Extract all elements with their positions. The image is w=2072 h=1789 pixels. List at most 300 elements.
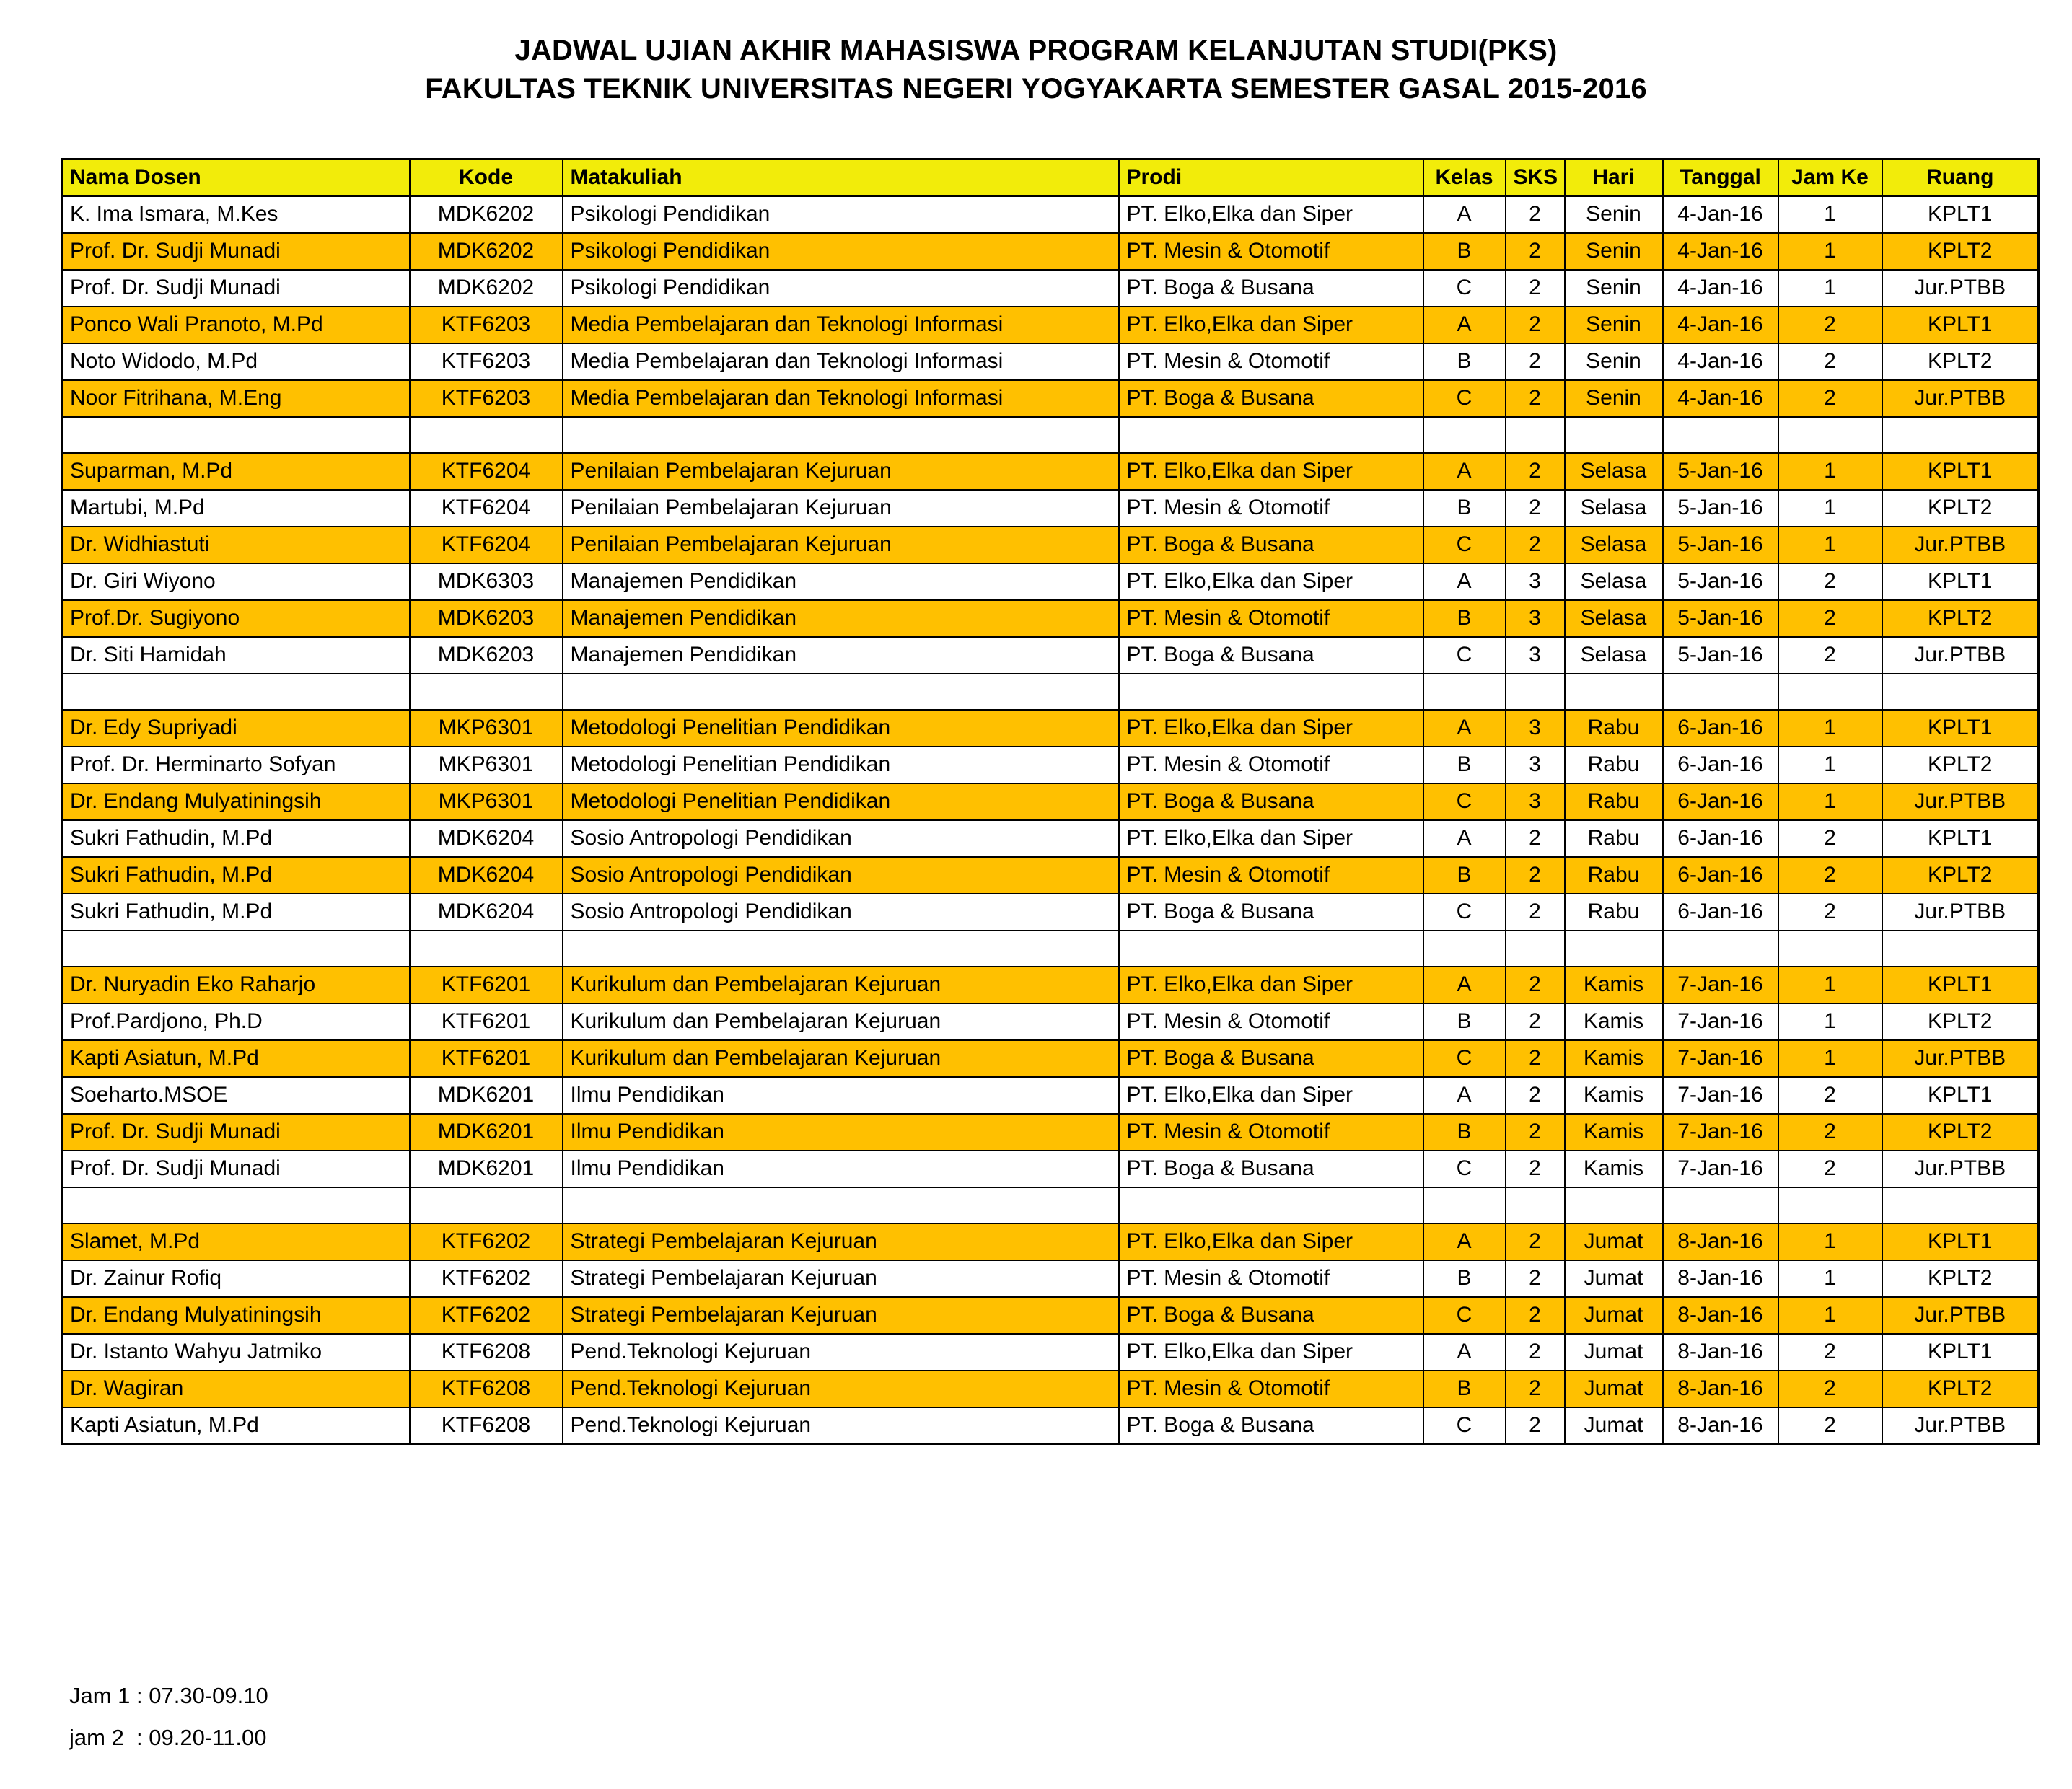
table-row bbox=[62, 307, 2039, 343]
cell-ruang: Jur.PTBB bbox=[1882, 783, 2039, 820]
cell-prodi bbox=[1119, 1187, 1423, 1223]
cell-sks: 2 bbox=[1506, 1371, 1565, 1407]
cell-prodi: PT. Mesin & Otomotif bbox=[1119, 600, 1423, 637]
cell-jam-ke bbox=[1778, 417, 1882, 453]
cell-matakuliah bbox=[563, 674, 1119, 710]
cell-matakuliah: Pend.Teknologi Kejuruan bbox=[563, 1407, 1119, 1444]
document-title-line-2: FAKULTAS TEKNIK UNIVERSITAS NEGERI YOGYAKARTA SEMESTER GASAL 2015-2016 bbox=[425, 73, 1647, 105]
table-row bbox=[62, 1334, 2039, 1371]
cell-tanggal: 6-Jan-16 bbox=[1663, 857, 1778, 894]
cell-sks: 2 bbox=[1506, 1260, 1565, 1297]
cell-ruang: KPLT2 bbox=[1882, 233, 2039, 270]
cell-tanggal: 4-Jan-16 bbox=[1663, 196, 1778, 233]
cell-jam-ke: 2 bbox=[1778, 1407, 1882, 1444]
document-title-line-1: JADWAL UJIAN AKHIR MAHASISWA PROGRAM KELANJUTAN STUDI(PKS) bbox=[514, 35, 1558, 66]
table-row bbox=[62, 270, 2039, 307]
cell-hari: Senin bbox=[1565, 233, 1663, 270]
cell-kode: KTF6208 bbox=[410, 1371, 563, 1407]
cell-tanggal: 7-Jan-16 bbox=[1663, 1003, 1778, 1040]
column-header-nama-dosen: Nama Dosen bbox=[62, 159, 410, 196]
cell-ruang: Jur.PTBB bbox=[1882, 1407, 2039, 1444]
cell-hari: Senin bbox=[1565, 380, 1663, 417]
cell-hari: Senin bbox=[1565, 307, 1663, 343]
cell-jam-ke bbox=[1778, 1187, 1882, 1223]
cell-ruang: Jur.PTBB bbox=[1882, 380, 2039, 417]
cell-kelas: B bbox=[1423, 1371, 1506, 1407]
cell-kode: KTF6208 bbox=[410, 1334, 563, 1371]
cell-tanggal: 5-Jan-16 bbox=[1663, 600, 1778, 637]
cell-kode: KTF6204 bbox=[410, 527, 563, 563]
cell-kode: MKP6301 bbox=[410, 710, 563, 747]
cell-kelas: B bbox=[1423, 1260, 1506, 1297]
cell-ruang: KPLT1 bbox=[1882, 307, 2039, 343]
cell-matakuliah: Manajemen Pendidikan bbox=[563, 600, 1119, 637]
cell-kelas: B bbox=[1423, 747, 1506, 783]
cell-jam-ke: 1 bbox=[1778, 747, 1882, 783]
cell-sks: 3 bbox=[1506, 710, 1565, 747]
cell-hari: Jumat bbox=[1565, 1371, 1663, 1407]
cell-prodi: PT. Boga & Busana bbox=[1119, 1297, 1423, 1334]
cell-dosen: Dr. Istanto Wahyu Jatmiko bbox=[62, 1334, 410, 1371]
column-header-sks: SKS bbox=[1506, 159, 1565, 196]
cell-sks: 3 bbox=[1506, 637, 1565, 674]
cell-prodi: PT. Mesin & Otomotif bbox=[1119, 747, 1423, 783]
cell-tanggal: 7-Jan-16 bbox=[1663, 967, 1778, 1003]
table-row bbox=[62, 527, 2039, 563]
cell-dosen: Dr. Giri Wiyono bbox=[62, 563, 410, 600]
cell-tanggal: 4-Jan-16 bbox=[1663, 343, 1778, 380]
column-header-jam-ke: Jam Ke bbox=[1778, 159, 1882, 196]
cell-hari: Rabu bbox=[1565, 783, 1663, 820]
cell-hari: Kamis bbox=[1565, 1003, 1663, 1040]
cell-ruang: Jur.PTBB bbox=[1882, 894, 2039, 931]
cell-sks: 2 bbox=[1506, 527, 1565, 563]
cell-ruang: KPLT2 bbox=[1882, 490, 2039, 527]
cell-dosen: Prof.Pardjono, Ph.D bbox=[62, 1003, 410, 1040]
cell-hari bbox=[1565, 1187, 1663, 1223]
cell-tanggal: 4-Jan-16 bbox=[1663, 233, 1778, 270]
cell-tanggal bbox=[1663, 674, 1778, 710]
cell-kelas: A bbox=[1423, 307, 1506, 343]
cell-ruang: KPLT1 bbox=[1882, 1077, 2039, 1114]
cell-matakuliah: Pend.Teknologi Kejuruan bbox=[563, 1334, 1119, 1371]
cell-matakuliah: Penilaian Pembelajaran Kejuruan bbox=[563, 453, 1119, 490]
cell-kelas bbox=[1423, 417, 1506, 453]
cell-dosen: Ponco Wali Pranoto, M.Pd bbox=[62, 307, 410, 343]
cell-hari: Senin bbox=[1565, 196, 1663, 233]
table-row bbox=[62, 783, 2039, 820]
cell-ruang: KPLT2 bbox=[1882, 1003, 2039, 1040]
cell-jam-ke: 1 bbox=[1778, 1297, 1882, 1334]
table-row bbox=[62, 1407, 2039, 1444]
cell-hari: Jumat bbox=[1565, 1260, 1663, 1297]
column-header-matakuliah: Matakuliah bbox=[563, 159, 1119, 196]
cell-matakuliah: Psikologi Pendidikan bbox=[563, 196, 1119, 233]
cell-kode: MDK6202 bbox=[410, 233, 563, 270]
cell-kode: KTF6201 bbox=[410, 1040, 563, 1077]
cell-hari: Selasa bbox=[1565, 527, 1663, 563]
cell-prodi: PT. Elko,Elka dan Siper bbox=[1119, 967, 1423, 1003]
cell-jam-ke: 2 bbox=[1778, 600, 1882, 637]
cell-kelas: C bbox=[1423, 1297, 1506, 1334]
cell-hari: Selasa bbox=[1565, 600, 1663, 637]
cell-hari: Kamis bbox=[1565, 1151, 1663, 1187]
cell-prodi: PT. Mesin & Otomotif bbox=[1119, 233, 1423, 270]
cell-tanggal: 4-Jan-16 bbox=[1663, 270, 1778, 307]
cell-kode: MDK6201 bbox=[410, 1114, 563, 1151]
cell-ruang: KPLT2 bbox=[1882, 600, 2039, 637]
cell-sks: 2 bbox=[1506, 343, 1565, 380]
cell-sks: 2 bbox=[1506, 380, 1565, 417]
cell-kelas: A bbox=[1423, 453, 1506, 490]
table-row bbox=[62, 747, 2039, 783]
exam-schedule-table-wrap bbox=[61, 158, 2037, 1445]
cell-sks bbox=[1506, 674, 1565, 710]
table-header bbox=[62, 159, 2039, 196]
cell-sks: 2 bbox=[1506, 894, 1565, 931]
cell-dosen: Slamet, M.Pd bbox=[62, 1223, 410, 1260]
document-title-block bbox=[0, 0, 2072, 108]
cell-hari: Kamis bbox=[1565, 967, 1663, 1003]
cell-kelas: C bbox=[1423, 637, 1506, 674]
cell-tanggal: 5-Jan-16 bbox=[1663, 527, 1778, 563]
cell-ruang: KPLT1 bbox=[1882, 453, 2039, 490]
cell-kelas: C bbox=[1423, 1151, 1506, 1187]
cell-kelas: C bbox=[1423, 270, 1506, 307]
note-jam-2: jam 2 : 09.20-11.00 bbox=[69, 1725, 267, 1750]
cell-prodi: PT. Elko,Elka dan Siper bbox=[1119, 1223, 1423, 1260]
cell-prodi: PT. Elko,Elka dan Siper bbox=[1119, 563, 1423, 600]
table-separator-row bbox=[62, 674, 2039, 710]
cell-ruang: KPLT1 bbox=[1882, 967, 2039, 1003]
cell-sks: 2 bbox=[1506, 857, 1565, 894]
cell-dosen: K. Ima Ismara, M.Kes bbox=[62, 196, 410, 233]
cell-hari bbox=[1565, 674, 1663, 710]
cell-sks bbox=[1506, 1187, 1565, 1223]
cell-ruang bbox=[1882, 931, 2039, 967]
cell-tanggal: 4-Jan-16 bbox=[1663, 307, 1778, 343]
cell-prodi: PT. Boga & Busana bbox=[1119, 637, 1423, 674]
cell-dosen: Noor Fitrihana, M.Eng bbox=[62, 380, 410, 417]
cell-prodi: PT. Mesin & Otomotif bbox=[1119, 1003, 1423, 1040]
cell-matakuliah: Ilmu Pendidikan bbox=[563, 1077, 1119, 1114]
cell-tanggal bbox=[1663, 1187, 1778, 1223]
cell-sks: 3 bbox=[1506, 563, 1565, 600]
cell-prodi: PT. Boga & Busana bbox=[1119, 1040, 1423, 1077]
cell-ruang: KPLT2 bbox=[1882, 747, 2039, 783]
cell-jam-ke: 1 bbox=[1778, 490, 1882, 527]
time-slot-notes bbox=[69, 1675, 268, 1759]
table-row bbox=[62, 710, 2039, 747]
table-row bbox=[62, 1223, 2039, 1260]
cell-matakuliah: Psikologi Pendidikan bbox=[563, 270, 1119, 307]
table-header-row bbox=[62, 159, 2039, 196]
cell-matakuliah: Sosio Antropologi Pendidikan bbox=[563, 894, 1119, 931]
cell-sks: 2 bbox=[1506, 1334, 1565, 1371]
cell-ruang: KPLT2 bbox=[1882, 1114, 2039, 1151]
cell-hari bbox=[1565, 417, 1663, 453]
cell-hari: Rabu bbox=[1565, 857, 1663, 894]
cell-tanggal: 6-Jan-16 bbox=[1663, 820, 1778, 857]
cell-kode: MDK6303 bbox=[410, 563, 563, 600]
cell-sks: 2 bbox=[1506, 1040, 1565, 1077]
cell-kelas: C bbox=[1423, 1407, 1506, 1444]
cell-kelas bbox=[1423, 931, 1506, 967]
cell-kode: MDK6204 bbox=[410, 820, 563, 857]
cell-matakuliah: Manajemen Pendidikan bbox=[563, 563, 1119, 600]
table-row bbox=[62, 857, 2039, 894]
cell-matakuliah: Metodologi Penelitian Pendidikan bbox=[563, 710, 1119, 747]
cell-tanggal: 6-Jan-16 bbox=[1663, 747, 1778, 783]
cell-kode: KTF6201 bbox=[410, 967, 563, 1003]
cell-kode: KTF6203 bbox=[410, 380, 563, 417]
cell-kode: KTF6208 bbox=[410, 1407, 563, 1444]
cell-tanggal: 4-Jan-16 bbox=[1663, 380, 1778, 417]
cell-kode: MDK6202 bbox=[410, 196, 563, 233]
cell-jam-ke: 1 bbox=[1778, 1040, 1882, 1077]
cell-ruang: KPLT1 bbox=[1882, 196, 2039, 233]
cell-sks bbox=[1506, 417, 1565, 453]
cell-dosen: Kapti Asiatun, M.Pd bbox=[62, 1040, 410, 1077]
cell-prodi: PT. Mesin & Otomotif bbox=[1119, 1371, 1423, 1407]
cell-kelas bbox=[1423, 1187, 1506, 1223]
table-row bbox=[62, 380, 2039, 417]
cell-prodi: PT. Elko,Elka dan Siper bbox=[1119, 1334, 1423, 1371]
cell-jam-ke: 1 bbox=[1778, 196, 1882, 233]
cell-jam-ke: 2 bbox=[1778, 820, 1882, 857]
cell-prodi: PT. Mesin & Otomotif bbox=[1119, 857, 1423, 894]
cell-kode: MDK6203 bbox=[410, 600, 563, 637]
cell-tanggal: 5-Jan-16 bbox=[1663, 637, 1778, 674]
cell-dosen bbox=[62, 417, 410, 453]
cell-ruang: KPLT1 bbox=[1882, 1223, 2039, 1260]
cell-prodi: PT. Mesin & Otomotif bbox=[1119, 1260, 1423, 1297]
cell-sks: 2 bbox=[1506, 196, 1565, 233]
cell-jam-ke: 2 bbox=[1778, 894, 1882, 931]
cell-kode: MDK6202 bbox=[410, 270, 563, 307]
cell-prodi: PT. Mesin & Otomotif bbox=[1119, 343, 1423, 380]
cell-tanggal: 6-Jan-16 bbox=[1663, 894, 1778, 931]
cell-prodi bbox=[1119, 931, 1423, 967]
cell-hari: Kamis bbox=[1565, 1077, 1663, 1114]
cell-prodi: PT. Elko,Elka dan Siper bbox=[1119, 820, 1423, 857]
cell-sks: 2 bbox=[1506, 490, 1565, 527]
cell-hari: Senin bbox=[1565, 343, 1663, 380]
cell-sks: 3 bbox=[1506, 747, 1565, 783]
table-row bbox=[62, 894, 2039, 931]
cell-matakuliah: Penilaian Pembelajaran Kejuruan bbox=[563, 527, 1119, 563]
cell-ruang bbox=[1882, 417, 2039, 453]
cell-ruang: Jur.PTBB bbox=[1882, 1151, 2039, 1187]
cell-matakuliah: Metodologi Penelitian Pendidikan bbox=[563, 783, 1119, 820]
cell-tanggal: 6-Jan-16 bbox=[1663, 783, 1778, 820]
cell-kode: MKP6301 bbox=[410, 747, 563, 783]
cell-hari: Jumat bbox=[1565, 1334, 1663, 1371]
cell-ruang: KPLT2 bbox=[1882, 1371, 2039, 1407]
cell-kelas: B bbox=[1423, 490, 1506, 527]
cell-matakuliah: Psikologi Pendidikan bbox=[563, 233, 1119, 270]
cell-jam-ke: 2 bbox=[1778, 380, 1882, 417]
cell-hari: Rabu bbox=[1565, 894, 1663, 931]
cell-tanggal: 5-Jan-16 bbox=[1663, 563, 1778, 600]
cell-kode: MDK6201 bbox=[410, 1151, 563, 1187]
cell-kode: MDK6204 bbox=[410, 857, 563, 894]
cell-matakuliah: Penilaian Pembelajaran Kejuruan bbox=[563, 490, 1119, 527]
cell-hari: Senin bbox=[1565, 270, 1663, 307]
cell-kelas: A bbox=[1423, 563, 1506, 600]
cell-kode: MDK6204 bbox=[410, 894, 563, 931]
cell-matakuliah: Sosio Antropologi Pendidikan bbox=[563, 820, 1119, 857]
cell-dosen: Prof. Dr. Sudji Munadi bbox=[62, 233, 410, 270]
cell-kelas: B bbox=[1423, 1003, 1506, 1040]
cell-matakuliah: Ilmu Pendidikan bbox=[563, 1114, 1119, 1151]
cell-kode: KTF6202 bbox=[410, 1260, 563, 1297]
table-row bbox=[62, 453, 2039, 490]
cell-dosen bbox=[62, 674, 410, 710]
cell-ruang: Jur.PTBB bbox=[1882, 270, 2039, 307]
cell-kelas: C bbox=[1423, 894, 1506, 931]
table-row bbox=[62, 1077, 2039, 1114]
cell-prodi: PT. Elko,Elka dan Siper bbox=[1119, 196, 1423, 233]
cell-kode: KTF6203 bbox=[410, 307, 563, 343]
cell-ruang bbox=[1882, 674, 2039, 710]
cell-ruang: KPLT1 bbox=[1882, 710, 2039, 747]
cell-ruang: KPLT1 bbox=[1882, 563, 2039, 600]
cell-matakuliah: Metodologi Penelitian Pendidikan bbox=[563, 747, 1119, 783]
cell-dosen: Sukri Fathudin, M.Pd bbox=[62, 894, 410, 931]
cell-dosen: Martubi, M.Pd bbox=[62, 490, 410, 527]
cell-hari bbox=[1565, 931, 1663, 967]
cell-matakuliah: Strategi Pembelajaran Kejuruan bbox=[563, 1297, 1119, 1334]
cell-matakuliah: Kurikulum dan Pembelajaran Kejuruan bbox=[563, 1003, 1119, 1040]
cell-kelas: C bbox=[1423, 527, 1506, 563]
cell-jam-ke: 1 bbox=[1778, 270, 1882, 307]
exam-schedule-table bbox=[61, 158, 2040, 1445]
cell-dosen bbox=[62, 1187, 410, 1223]
cell-sks: 2 bbox=[1506, 1297, 1565, 1334]
cell-sks bbox=[1506, 931, 1565, 967]
cell-kelas: B bbox=[1423, 233, 1506, 270]
cell-kelas: A bbox=[1423, 1223, 1506, 1260]
table-row bbox=[62, 1003, 2039, 1040]
cell-prodi: PT. Mesin & Otomotif bbox=[1119, 490, 1423, 527]
cell-dosen: Sukri Fathudin, M.Pd bbox=[62, 820, 410, 857]
cell-matakuliah: Pend.Teknologi Kejuruan bbox=[563, 1371, 1119, 1407]
cell-ruang: KPLT2 bbox=[1882, 857, 2039, 894]
cell-jam-ke: 2 bbox=[1778, 307, 1882, 343]
cell-matakuliah bbox=[563, 931, 1119, 967]
cell-kelas: A bbox=[1423, 1334, 1506, 1371]
cell-dosen bbox=[62, 931, 410, 967]
cell-matakuliah: Media Pembelajaran dan Teknologi Informasi bbox=[563, 307, 1119, 343]
cell-ruang: Jur.PTBB bbox=[1882, 637, 2039, 674]
table-separator-row bbox=[62, 931, 2039, 967]
table-row bbox=[62, 1040, 2039, 1077]
cell-matakuliah: Kurikulum dan Pembelajaran Kejuruan bbox=[563, 1040, 1119, 1077]
cell-jam-ke: 2 bbox=[1778, 1077, 1882, 1114]
table-row bbox=[62, 1260, 2039, 1297]
cell-jam-ke bbox=[1778, 674, 1882, 710]
cell-matakuliah: Ilmu Pendidikan bbox=[563, 1151, 1119, 1187]
cell-sks: 2 bbox=[1506, 453, 1565, 490]
cell-matakuliah: Manajemen Pendidikan bbox=[563, 637, 1119, 674]
cell-kode: KTF6201 bbox=[410, 1003, 563, 1040]
cell-hari: Kamis bbox=[1565, 1114, 1663, 1151]
cell-dosen: Prof. Dr. Sudji Munadi bbox=[62, 1114, 410, 1151]
cell-hari: Selasa bbox=[1565, 490, 1663, 527]
table-row bbox=[62, 820, 2039, 857]
column-header-tanggal: Tanggal bbox=[1663, 159, 1778, 196]
cell-kelas bbox=[1423, 674, 1506, 710]
cell-prodi: PT. Boga & Busana bbox=[1119, 1151, 1423, 1187]
cell-ruang: Jur.PTBB bbox=[1882, 1040, 2039, 1077]
cell-kode: MDK6203 bbox=[410, 637, 563, 674]
cell-matakuliah: Strategi Pembelajaran Kejuruan bbox=[563, 1223, 1119, 1260]
cell-matakuliah: Media Pembelajaran dan Teknologi Informasi bbox=[563, 343, 1119, 380]
cell-matakuliah: Sosio Antropologi Pendidikan bbox=[563, 857, 1119, 894]
cell-matakuliah bbox=[563, 417, 1119, 453]
cell-tanggal: 8-Jan-16 bbox=[1663, 1334, 1778, 1371]
cell-dosen: Prof. Dr. Sudji Munadi bbox=[62, 270, 410, 307]
cell-prodi: PT. Boga & Busana bbox=[1119, 380, 1423, 417]
cell-prodi: PT. Boga & Busana bbox=[1119, 1407, 1423, 1444]
cell-tanggal: 8-Jan-16 bbox=[1663, 1371, 1778, 1407]
cell-tanggal bbox=[1663, 931, 1778, 967]
cell-kode bbox=[410, 931, 563, 967]
cell-kelas: A bbox=[1423, 967, 1506, 1003]
cell-jam-ke: 2 bbox=[1778, 1334, 1882, 1371]
cell-jam-ke: 1 bbox=[1778, 233, 1882, 270]
cell-tanggal: 7-Jan-16 bbox=[1663, 1040, 1778, 1077]
cell-tanggal: 7-Jan-16 bbox=[1663, 1114, 1778, 1151]
cell-jam-ke: 2 bbox=[1778, 1114, 1882, 1151]
cell-sks: 2 bbox=[1506, 307, 1565, 343]
cell-sks: 2 bbox=[1506, 1003, 1565, 1040]
cell-tanggal: 8-Jan-16 bbox=[1663, 1407, 1778, 1444]
cell-sks: 2 bbox=[1506, 1223, 1565, 1260]
cell-dosen: Suparman, M.Pd bbox=[62, 453, 410, 490]
cell-prodi: PT. Elko,Elka dan Siper bbox=[1119, 1077, 1423, 1114]
cell-kelas: C bbox=[1423, 1040, 1506, 1077]
cell-sks: 2 bbox=[1506, 1114, 1565, 1151]
cell-sks: 2 bbox=[1506, 1151, 1565, 1187]
table-row bbox=[62, 196, 2039, 233]
cell-dosen: Dr. Endang Mulyatiningsih bbox=[62, 783, 410, 820]
cell-tanggal: 7-Jan-16 bbox=[1663, 1151, 1778, 1187]
cell-tanggal: 5-Jan-16 bbox=[1663, 490, 1778, 527]
cell-sks: 2 bbox=[1506, 233, 1565, 270]
cell-hari: Selasa bbox=[1565, 637, 1663, 674]
cell-hari: Kamis bbox=[1565, 1040, 1663, 1077]
cell-prodi: PT. Boga & Busana bbox=[1119, 270, 1423, 307]
cell-jam-ke: 1 bbox=[1778, 1223, 1882, 1260]
table-row bbox=[62, 1114, 2039, 1151]
cell-prodi bbox=[1119, 674, 1423, 710]
cell-jam-ke: 2 bbox=[1778, 1371, 1882, 1407]
cell-dosen: Noto Widodo, M.Pd bbox=[62, 343, 410, 380]
table-row bbox=[62, 563, 2039, 600]
table-separator-row bbox=[62, 417, 2039, 453]
cell-tanggal: 7-Jan-16 bbox=[1663, 1077, 1778, 1114]
cell-dosen: Dr. Widhiastuti bbox=[62, 527, 410, 563]
table-row bbox=[62, 1151, 2039, 1187]
cell-kelas: B bbox=[1423, 600, 1506, 637]
cell-ruang: Jur.PTBB bbox=[1882, 527, 2039, 563]
cell-dosen: Dr. Nuryadin Eko Raharjo bbox=[62, 967, 410, 1003]
cell-kelas: C bbox=[1423, 380, 1506, 417]
cell-sks: 2 bbox=[1506, 967, 1565, 1003]
cell-tanggal: 6-Jan-16 bbox=[1663, 710, 1778, 747]
